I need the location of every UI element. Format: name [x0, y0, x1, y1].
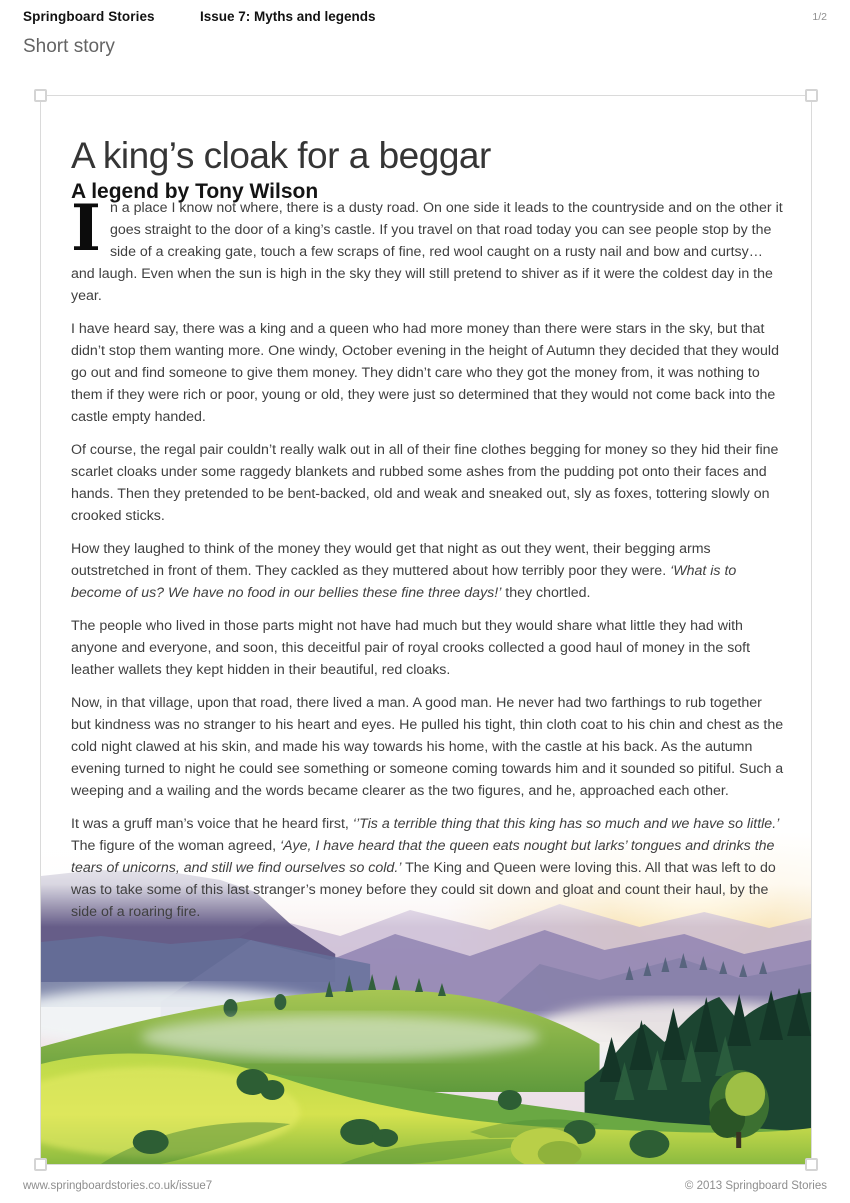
story-text: Now, in that village, upon that road, there lived a man. A good man. He never had two farthings to rub together but kindness was no stranger to his heart and eyes. He pulled his tight, thin cloth coat to his chin and chest as the cold night clawed at his skin, and made his way towards his home, with the castle at his back. As the autumn evening turned to night he could see something or someone coming towards him and it sounded so pitiful. Such a weeping and a wailing and the words became clearer as the two figures, and he, approached each other. — [71, 695, 784, 799]
corner-ornament — [34, 89, 47, 102]
page-footer — [23, 1180, 827, 1196]
issue-title: Issue 7: Myths and legends — [200, 9, 376, 24]
story-text: How they laughed to think of the money they would get that night as out they went, their begging arms outstretched in front of them. They cackled as they muttered about how terribly poor they were. — [71, 541, 711, 579]
corner-ornament — [805, 1158, 818, 1171]
story-text: It was a gruff man’s voice that he heard first, — [71, 816, 353, 832]
drop-cap: I — [71, 191, 101, 266]
story-paragraph — [71, 439, 785, 527]
article-byline: A legend by Tony Wilson — [71, 180, 319, 204]
story-paragraph — [71, 318, 785, 428]
corner-ornament — [34, 1158, 47, 1171]
story-text: The figure of the woman agreed, — [71, 838, 280, 854]
story-text: they chortled. — [501, 585, 591, 601]
quoted-speech: ‘Aye, I have heard that the queen eats nought but larks’ tongues and drinks the tears of unicorns, and still we find ourselves so cold.’ — [71, 838, 775, 876]
story-panel — [40, 95, 812, 1165]
page-header — [23, 9, 827, 29]
quoted-speech: ‘What is to become of us? We have no food in our bellies these fine three days!’ — [71, 563, 737, 601]
page-indicator: 1/2 — [812, 11, 827, 23]
story-text: n a place I know not where, there is a dusty road. On one side it leads to the countryside and on the other it goes straight to the door of a king’s castle. If you travel on that road today you can see people stop by the side of a creaking gate, touch a few scraps of fine, red wool caught on a rusty nail and bow and curtsy… and laugh. Even when the sun is high in the sky they will still pretend to shiver as if it were the coldest day in the year. — [71, 200, 783, 304]
section-label: Short story — [23, 36, 115, 57]
corner-ornament — [805, 89, 818, 102]
story-paragraph — [71, 615, 785, 681]
story-text: I have heard say, there was a king and a queen who had more money than there were stars in the sky, but that didn’t stop them wanting more. One windy, October evening in the height of Autumn they decided that they would go out and find someone to give them money. They didn’t care who they got the money from, it was nothing to them if they were rich or poor, young or old, they were just so determined that they would not come back into the castle empty handed. — [71, 321, 779, 425]
story-text: The King and Queen were loving this. All that was left to do was to take some of this last stranger’s money before they could sit down and gloat and count their haul, by the side of a roaring fire. — [71, 860, 776, 920]
brand-title: Springboard Stories — [23, 9, 155, 24]
quoted-speech: ‘’Tis a terrible thing that this king has so much and we have so little.’ — [352, 816, 780, 832]
story-paragraph — [71, 538, 785, 604]
story-text: Of course, the regal pair couldn’t really walk out in all of their fine clothes begging for money so they hid their fine scarlet cloaks under some raggedy blankets and rubbed some ashes from the pudding pot onto their faces and hands. Then they pretended to be bent-backed, old and weak and sneaked out, sly as foxes, tottering slowly on crooked sticks. — [71, 442, 779, 524]
footer-url[interactable]: www.springboardstories.co.uk/issue7 — [23, 1180, 213, 1192]
story-text: The people who lived in those parts might not have had much but they would share what little they had with anyone and everyone, and soon, this deceitful pair of royal crooks collected a good haul of money in the soft leather wallets they kept hidden in their beautiful, red cloaks. — [71, 618, 751, 678]
footer-copyright: © 2013 Springboard Stories — [684, 1180, 827, 1192]
story-paragraph — [71, 692, 785, 802]
article-title: A king’s cloak for a beggar — [71, 134, 491, 176]
story-paragraph — [71, 813, 785, 923]
